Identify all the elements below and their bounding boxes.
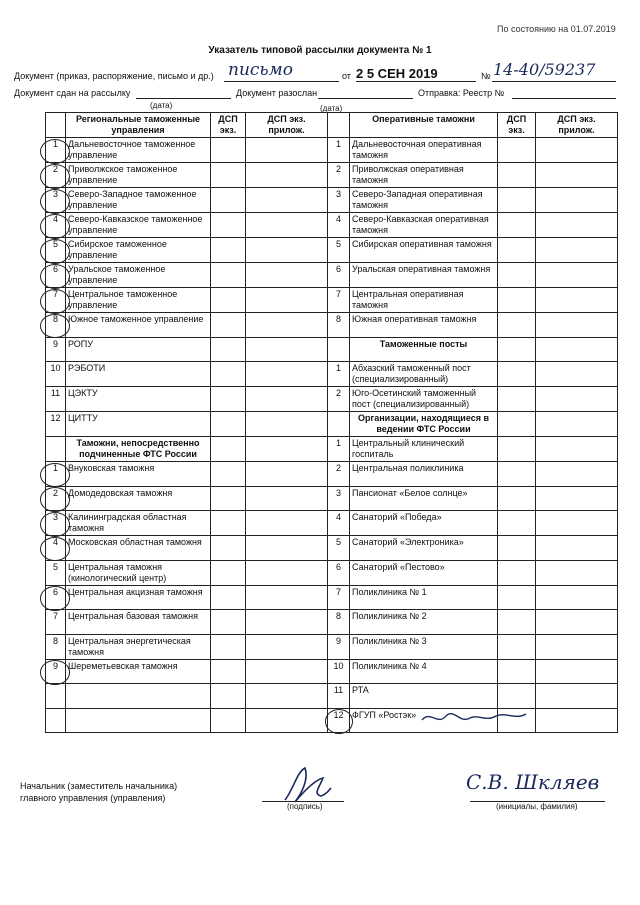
right-dsp-ekz-cell: [498, 238, 536, 263]
right-row-name: Санаторий «Пестово»: [350, 560, 498, 585]
right-dsp-ekz-cell: [498, 610, 536, 635]
table-row: [46, 288, 618, 313]
right-dsp-ekz-cell: [498, 536, 536, 561]
left-row-name: ЦЭКТУ: [66, 387, 211, 412]
right-dsp-pril-cell: [536, 188, 618, 213]
header-num-right: [328, 113, 350, 138]
date-caption-left: (дата): [150, 101, 173, 110]
table-row: [46, 610, 618, 635]
left-row-number: 1: [46, 138, 66, 163]
left-dsp-ekz-cell: [211, 213, 246, 238]
handwritten-circle-mark: [40, 537, 70, 562]
registry-line: [512, 97, 616, 99]
right-row-number: 2: [328, 387, 350, 412]
sent-line: [318, 97, 413, 99]
right-dsp-ekz-cell: [498, 462, 536, 487]
right-row-number: [328, 337, 350, 362]
right-row-name: Северо-Кавказская оперативная таможня: [350, 213, 498, 238]
left-row-name: Калининградская областная таможня: [66, 511, 211, 536]
right-dsp-pril-cell: [536, 313, 618, 338]
right-row-name: Санаторий «Электроника»: [350, 536, 498, 561]
left-dsp-pril-cell: [246, 288, 328, 313]
registry-label: Отправка: Реестр №: [418, 88, 505, 98]
left-row-number: 5: [46, 238, 66, 263]
left-row-number: 2: [46, 163, 66, 188]
left-row-number: 1: [46, 462, 66, 487]
table-row: [46, 163, 618, 188]
header-dsp-pril-left: ДСП экз. прилож.: [246, 113, 328, 138]
left-row-name: Центральное таможенное управление: [66, 288, 211, 313]
handwritten-name: С.В. Шкляев: [466, 770, 600, 794]
footer-position: Начальник (заместитель начальника) главного управления (управления): [20, 781, 178, 803]
right-row-number: 3: [328, 486, 350, 511]
right-dsp-pril-cell: [536, 486, 618, 511]
table-row: [46, 412, 618, 437]
left-row-number: [46, 437, 66, 462]
left-row-number: 10: [46, 362, 66, 387]
right-dsp-ekz-cell: [498, 362, 536, 387]
table-row: [46, 263, 618, 288]
header-num-left: [46, 113, 66, 138]
left-row-number: 7: [46, 288, 66, 313]
number-label: №: [481, 71, 491, 81]
left-dsp-ekz-cell: [211, 511, 246, 536]
left-dsp-pril-cell: [246, 437, 328, 462]
left-dsp-ekz-cell: [211, 610, 246, 635]
right-dsp-ekz-cell: [498, 511, 536, 536]
right-row-number: 8: [328, 313, 350, 338]
table-row: [46, 362, 618, 387]
table-row: [46, 437, 618, 462]
left-row-name: Дальневосточное таможенное управление: [66, 138, 211, 163]
left-row-name: Центральная таможня (кинологический центр): [66, 560, 211, 585]
signature-caption: (подпись): [287, 802, 323, 811]
table-row: [46, 213, 618, 238]
table-row: [46, 138, 618, 163]
right-dsp-pril-cell: [536, 163, 618, 188]
table-row: [46, 659, 618, 684]
handwritten-circle-mark: [40, 214, 70, 239]
left-row-name: Южное таможенное управление: [66, 313, 211, 338]
left-dsp-ekz-cell: [211, 337, 246, 362]
right-row-name: Поликлиника № 2: [350, 610, 498, 635]
right-row-name: ФГУП «Ростэк»: [350, 708, 498, 733]
left-row-number: 11: [46, 387, 66, 412]
left-dsp-ekz-cell: [211, 462, 246, 487]
header-operative: Оперативные таможни: [350, 113, 498, 138]
from-label: от: [342, 71, 351, 81]
table-row: [46, 387, 618, 412]
right-dsp-pril-cell: [536, 387, 618, 412]
right-dsp-ekz-cell: [498, 585, 536, 610]
right-dsp-ekz-cell: [498, 486, 536, 511]
right-row-number: 2: [328, 163, 350, 188]
left-row-name: Центральная энергетическая таможня: [66, 634, 211, 659]
right-row-number: 1: [328, 437, 350, 462]
right-dsp-ekz-cell: [498, 213, 536, 238]
left-row-number: [46, 684, 66, 709]
left-dsp-pril-cell: [246, 387, 328, 412]
left-dsp-pril-cell: [246, 560, 328, 585]
left-row-name: Таможни, непосредственно подчиненные ФТС России: [66, 437, 211, 462]
left-dsp-ekz-cell: [211, 163, 246, 188]
left-dsp-ekz-cell: [211, 486, 246, 511]
handwritten-circle-mark: [40, 139, 70, 164]
left-dsp-pril-cell: [246, 486, 328, 511]
right-row-name: Пансионат «Белое солнце»: [350, 486, 498, 511]
left-row-name: Северо-Кавказское таможенное управление: [66, 213, 211, 238]
handwritten-circle-mark: [40, 586, 70, 611]
right-row-number: 4: [328, 511, 350, 536]
right-row-number: 5: [328, 238, 350, 263]
right-row-name: Южная оперативная таможня: [350, 313, 498, 338]
right-row-number: 6: [328, 560, 350, 585]
left-row-number: 3: [46, 511, 66, 536]
left-dsp-ekz-cell: [211, 437, 246, 462]
submitted-line: [136, 97, 231, 99]
left-dsp-ekz-cell: [211, 659, 246, 684]
distribution-table: [45, 112, 618, 733]
left-dsp-pril-cell: [246, 313, 328, 338]
date-caption-right: (дата): [320, 104, 343, 113]
submitted-label: Документ сдан на рассылку: [14, 88, 131, 98]
left-dsp-ekz-cell: [211, 536, 246, 561]
right-dsp-pril-cell: [536, 437, 618, 462]
table-row: [46, 462, 618, 487]
table-header-row: [46, 113, 618, 138]
right-dsp-pril-cell: [536, 560, 618, 585]
left-dsp-pril-cell: [246, 708, 328, 733]
left-row-name: Центральная базовая таможня: [66, 610, 211, 635]
right-row-name: Таможенные посты: [350, 337, 498, 362]
table-row: [46, 585, 618, 610]
left-dsp-pril-cell: [246, 163, 328, 188]
table-row: [46, 238, 618, 263]
right-row-name: Сибирская оперативная таможня: [350, 238, 498, 263]
right-row-name: РТА: [350, 684, 498, 709]
right-dsp-ekz-cell: [498, 313, 536, 338]
right-row-name: Северо-Западная оперативная таможня: [350, 188, 498, 213]
left-row-name: ЦИТТУ: [66, 412, 211, 437]
right-dsp-ekz-cell: [498, 412, 536, 437]
right-dsp-ekz-cell: [498, 188, 536, 213]
left-dsp-ekz-cell: [211, 362, 246, 387]
right-row-name: Центральная оперативная таможня: [350, 288, 498, 313]
table-row: [46, 536, 618, 561]
left-row-number: 6: [46, 263, 66, 288]
handwritten-circle-mark: [40, 239, 70, 264]
signature: [275, 760, 335, 808]
right-dsp-pril-cell: [536, 634, 618, 659]
right-row-name: Поликлиника № 1: [350, 585, 498, 610]
left-row-name: Уральское таможенное управление: [66, 263, 211, 288]
name-caption: (инициалы, фамилия): [496, 802, 578, 811]
left-row-name: Северо-Западное таможенное управление: [66, 188, 211, 213]
table-row: [46, 560, 618, 585]
right-row-number: 10: [328, 659, 350, 684]
table-row: [46, 684, 618, 709]
left-row-number: 8: [46, 313, 66, 338]
table-row: [46, 511, 618, 536]
left-dsp-pril-cell: [246, 337, 328, 362]
right-dsp-ekz-cell: [498, 138, 536, 163]
left-dsp-pril-cell: [246, 511, 328, 536]
right-dsp-pril-cell: [536, 288, 618, 313]
right-row-name: Поликлиника № 3: [350, 634, 498, 659]
right-dsp-pril-cell: [536, 213, 618, 238]
document-type-line: [224, 80, 339, 82]
right-row-number: 2: [328, 462, 350, 487]
right-dsp-ekz-cell: [498, 684, 536, 709]
handwritten-circle-mark: [40, 314, 70, 339]
right-dsp-pril-cell: [536, 138, 618, 163]
left-row-number: 12: [46, 412, 66, 437]
right-dsp-pril-cell: [536, 337, 618, 362]
left-dsp-pril-cell: [246, 263, 328, 288]
right-row-name: Уральская оперативная таможня: [350, 263, 498, 288]
right-row-name: Приволжская оперативная таможня: [350, 163, 498, 188]
left-row-number: 9: [46, 337, 66, 362]
table-row: [46, 337, 618, 362]
left-dsp-ekz-cell: [211, 634, 246, 659]
left-dsp-pril-cell: [246, 238, 328, 263]
left-row-name: РОПУ: [66, 337, 211, 362]
date-line: [356, 80, 476, 82]
left-dsp-pril-cell: [246, 634, 328, 659]
right-dsp-pril-cell: [536, 684, 618, 709]
left-dsp-pril-cell: [246, 462, 328, 487]
left-dsp-pril-cell: [246, 585, 328, 610]
left-dsp-pril-cell: [246, 610, 328, 635]
left-row-name: Домодедовская таможня: [66, 486, 211, 511]
handwritten-circle-mark: [40, 164, 70, 189]
header-dsp-ekz-left: ДСП экз.: [211, 113, 246, 138]
left-row-name: РЭБОТИ: [66, 362, 211, 387]
handwritten-circle-mark: [40, 660, 70, 685]
left-row-name: [66, 684, 211, 709]
right-row-number: 7: [328, 288, 350, 313]
number-line: [492, 80, 616, 82]
right-dsp-pril-cell: [536, 412, 618, 437]
left-dsp-ekz-cell: [211, 412, 246, 437]
right-row-number: 6: [328, 263, 350, 288]
right-row-number: 9: [328, 634, 350, 659]
right-dsp-ekz-cell: [498, 437, 536, 462]
right-row-number: 11: [328, 684, 350, 709]
left-dsp-ekz-cell: [211, 238, 246, 263]
page-title: Указатель типовой рассылки документа № 1: [208, 45, 432, 56]
left-row-number: 7: [46, 610, 66, 635]
left-row-number: 8: [46, 634, 66, 659]
left-dsp-ekz-cell: [211, 313, 246, 338]
left-row-number: [46, 708, 66, 733]
left-row-name: Шереметьевская таможня: [66, 659, 211, 684]
date-stamp: 2 5 СЕН 2019: [356, 66, 438, 81]
left-row-name: Центральная акцизная таможня: [66, 585, 211, 610]
right-row-number: 8: [328, 610, 350, 635]
document-type-label: Документ (приказ, распоряжение, письмо и др.): [14, 71, 214, 81]
right-row-name: Санаторий «Победа»: [350, 511, 498, 536]
right-dsp-pril-cell: [536, 511, 618, 536]
left-row-name: Внуковская таможня: [66, 462, 211, 487]
right-row-name: Организации, находящиеся в ведении ФТС России: [350, 412, 498, 437]
handwritten-circle-mark: [325, 709, 353, 734]
header-regional: Региональные таможенные управления: [66, 113, 211, 138]
left-row-number: 6: [46, 585, 66, 610]
handwritten-circle-mark: [40, 512, 70, 537]
left-dsp-pril-cell: [246, 138, 328, 163]
left-dsp-ekz-cell: [211, 138, 246, 163]
left-row-name: Приволжское таможенное управление: [66, 163, 211, 188]
right-dsp-ekz-cell: [498, 659, 536, 684]
right-dsp-ekz-cell: [498, 387, 536, 412]
right-row-number: 12: [328, 708, 350, 733]
right-row-number: 7: [328, 585, 350, 610]
handwritten-circle-mark: [40, 487, 70, 512]
left-row-name: Сибирское таможенное управление: [66, 238, 211, 263]
right-row-name: Центральная поликлиника: [350, 462, 498, 487]
right-dsp-pril-cell: [536, 585, 618, 610]
left-dsp-pril-cell: [246, 659, 328, 684]
left-dsp-pril-cell: [246, 684, 328, 709]
right-row-number: 5: [328, 536, 350, 561]
right-row-number: 4: [328, 213, 350, 238]
right-row-number: [328, 412, 350, 437]
right-dsp-pril-cell: [536, 536, 618, 561]
right-row-name: Юго-Осетинский таможенный пост (специализированный): [350, 387, 498, 412]
handwritten-circle-mark: [40, 189, 70, 214]
left-dsp-ekz-cell: [211, 684, 246, 709]
left-dsp-pril-cell: [246, 188, 328, 213]
handwritten-circle-mark: [40, 463, 70, 488]
handwritten-circle-mark: [40, 264, 70, 289]
left-row-number: 9: [46, 659, 66, 684]
handwritten-mark: [420, 706, 530, 730]
header-dsp-pril-right: ДСП экз. прилож.: [536, 113, 618, 138]
left-row-number: 2: [46, 486, 66, 511]
left-row-number: 4: [46, 213, 66, 238]
right-row-name: Центральный клинический госпиталь: [350, 437, 498, 462]
table-row: [46, 188, 618, 213]
right-row-name: Абхазский таможенный пост (специализированный): [350, 362, 498, 387]
right-dsp-pril-cell: [536, 659, 618, 684]
right-dsp-ekz-cell: [498, 634, 536, 659]
left-dsp-pril-cell: [246, 536, 328, 561]
left-dsp-pril-cell: [246, 362, 328, 387]
left-row-name: [66, 708, 211, 733]
right-row-number: 1: [328, 362, 350, 387]
left-dsp-ekz-cell: [211, 188, 246, 213]
right-dsp-pril-cell: [536, 263, 618, 288]
header-dsp-ekz-right: ДСП экз.: [498, 113, 536, 138]
right-dsp-pril-cell: [536, 708, 618, 733]
left-row-name: Московская областная таможня: [66, 536, 211, 561]
right-dsp-ekz-cell: [498, 337, 536, 362]
right-dsp-pril-cell: [536, 610, 618, 635]
left-dsp-ekz-cell: [211, 585, 246, 610]
handwritten-circle-mark: [40, 289, 70, 314]
left-dsp-pril-cell: [246, 412, 328, 437]
left-row-number: 4: [46, 536, 66, 561]
right-dsp-pril-cell: [536, 362, 618, 387]
right-dsp-ekz-cell: [498, 288, 536, 313]
right-row-number: 3: [328, 188, 350, 213]
handwritten-number: 14-40/59237: [493, 60, 596, 79]
left-row-number: 3: [46, 188, 66, 213]
left-dsp-ekz-cell: [211, 263, 246, 288]
right-row-name: Поликлиника № 4: [350, 659, 498, 684]
right-dsp-pril-cell: [536, 238, 618, 263]
handwritten-document-type: письмо: [228, 60, 294, 80]
right-dsp-ekz-cell: [498, 163, 536, 188]
right-dsp-ekz-cell: [498, 560, 536, 585]
status-date: По состоянию на 01.07.2019: [497, 24, 616, 34]
right-dsp-ekz-cell: [498, 263, 536, 288]
left-dsp-ekz-cell: [211, 560, 246, 585]
right-dsp-pril-cell: [536, 462, 618, 487]
left-dsp-ekz-cell: [211, 387, 246, 412]
left-dsp-ekz-cell: [211, 288, 246, 313]
left-dsp-pril-cell: [246, 213, 328, 238]
left-dsp-ekz-cell: [211, 708, 246, 733]
sent-label: Документ разослан: [236, 88, 318, 98]
table-row: [46, 634, 618, 659]
left-row-number: 5: [46, 560, 66, 585]
table-row: [46, 486, 618, 511]
right-row-number: 1: [328, 138, 350, 163]
right-row-name: Дальневосточная оперативная таможня: [350, 138, 498, 163]
table-row: [46, 313, 618, 338]
